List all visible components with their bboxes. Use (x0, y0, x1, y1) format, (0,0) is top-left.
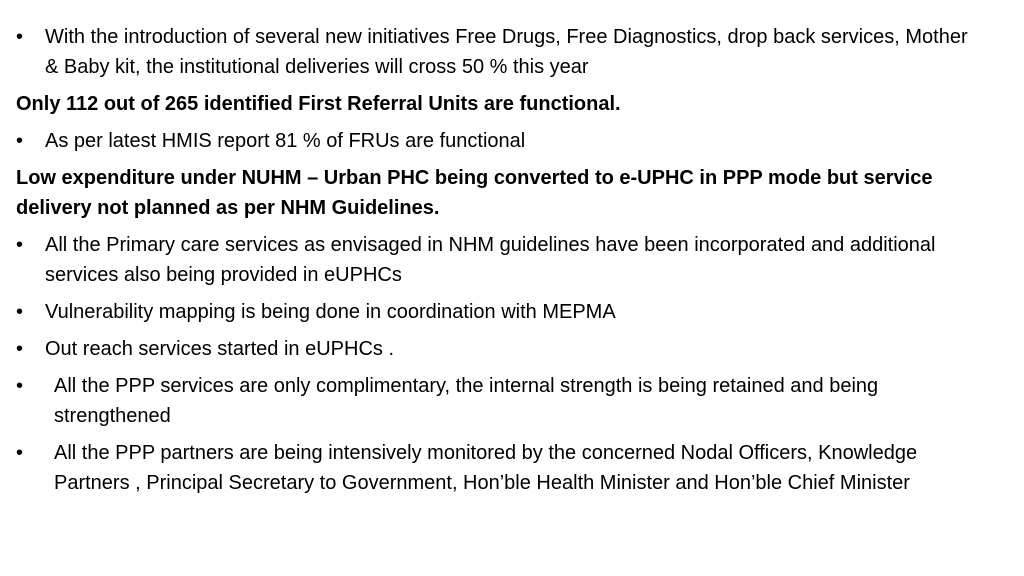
bullet-text: Vulnerability mapping is being done in coordination with MEPMA (45, 301, 616, 323)
bullet-text: Out reach services started in eUPHCs . (45, 338, 395, 360)
bullet-icon: • (16, 301, 24, 323)
bullet-item-ppp-services (16, 371, 984, 431)
bullet-icon: • (16, 442, 24, 464)
bullet-item-hmis-report (16, 126, 984, 156)
bullet-icon: • (16, 234, 24, 256)
bullet-text: As per latest HMIS report 81 % of FRUs are functional (45, 130, 526, 152)
bullet-icon: • (16, 130, 24, 152)
bullet-icon: • (16, 26, 24, 48)
bullet-text: With the introduction of several new initiatives Free Drugs, Free Diagnostics, drop back services, Mother & Baby kit, the institutional deliveries will cross 50 % this year (45, 26, 968, 78)
bullet-item-outreach-services (16, 334, 984, 364)
bullet-item-primary-care-services (16, 230, 984, 290)
bullet-item-vulnerability-mapping (16, 297, 984, 327)
bullet-icon: • (16, 375, 24, 397)
bullet-text: All the PPP partners are being intensively monitored by the concerned Nodal Officers, Knowledge Partners , Principal Secretary to Government, Hon’ble Health Minister and Hon’ble Chief Minister (54, 442, 918, 494)
bullet-item-institutional-deliveries (16, 22, 984, 82)
bullet-text: All the Primary care services as envisaged in NHM guidelines have been incorporated and additional services also being provided in eUPHCs (45, 234, 936, 286)
heading-first-referral-units: Only 112 out of 265 identified First Referral Units are functional. (16, 93, 621, 115)
heading-nuhm-expenditure: Low expenditure under NUHM – Urban PHC being converted to e-UPHC in PPP mode but service delivery not planned as per NHM Guidelines. (16, 167, 933, 219)
bullet-text: All the PPP services are only complimentary, the internal strength is being retained and being strengthened (54, 375, 879, 427)
bullet-item-ppp-partners-monitoring (16, 438, 984, 498)
bullet-icon: • (16, 338, 24, 360)
